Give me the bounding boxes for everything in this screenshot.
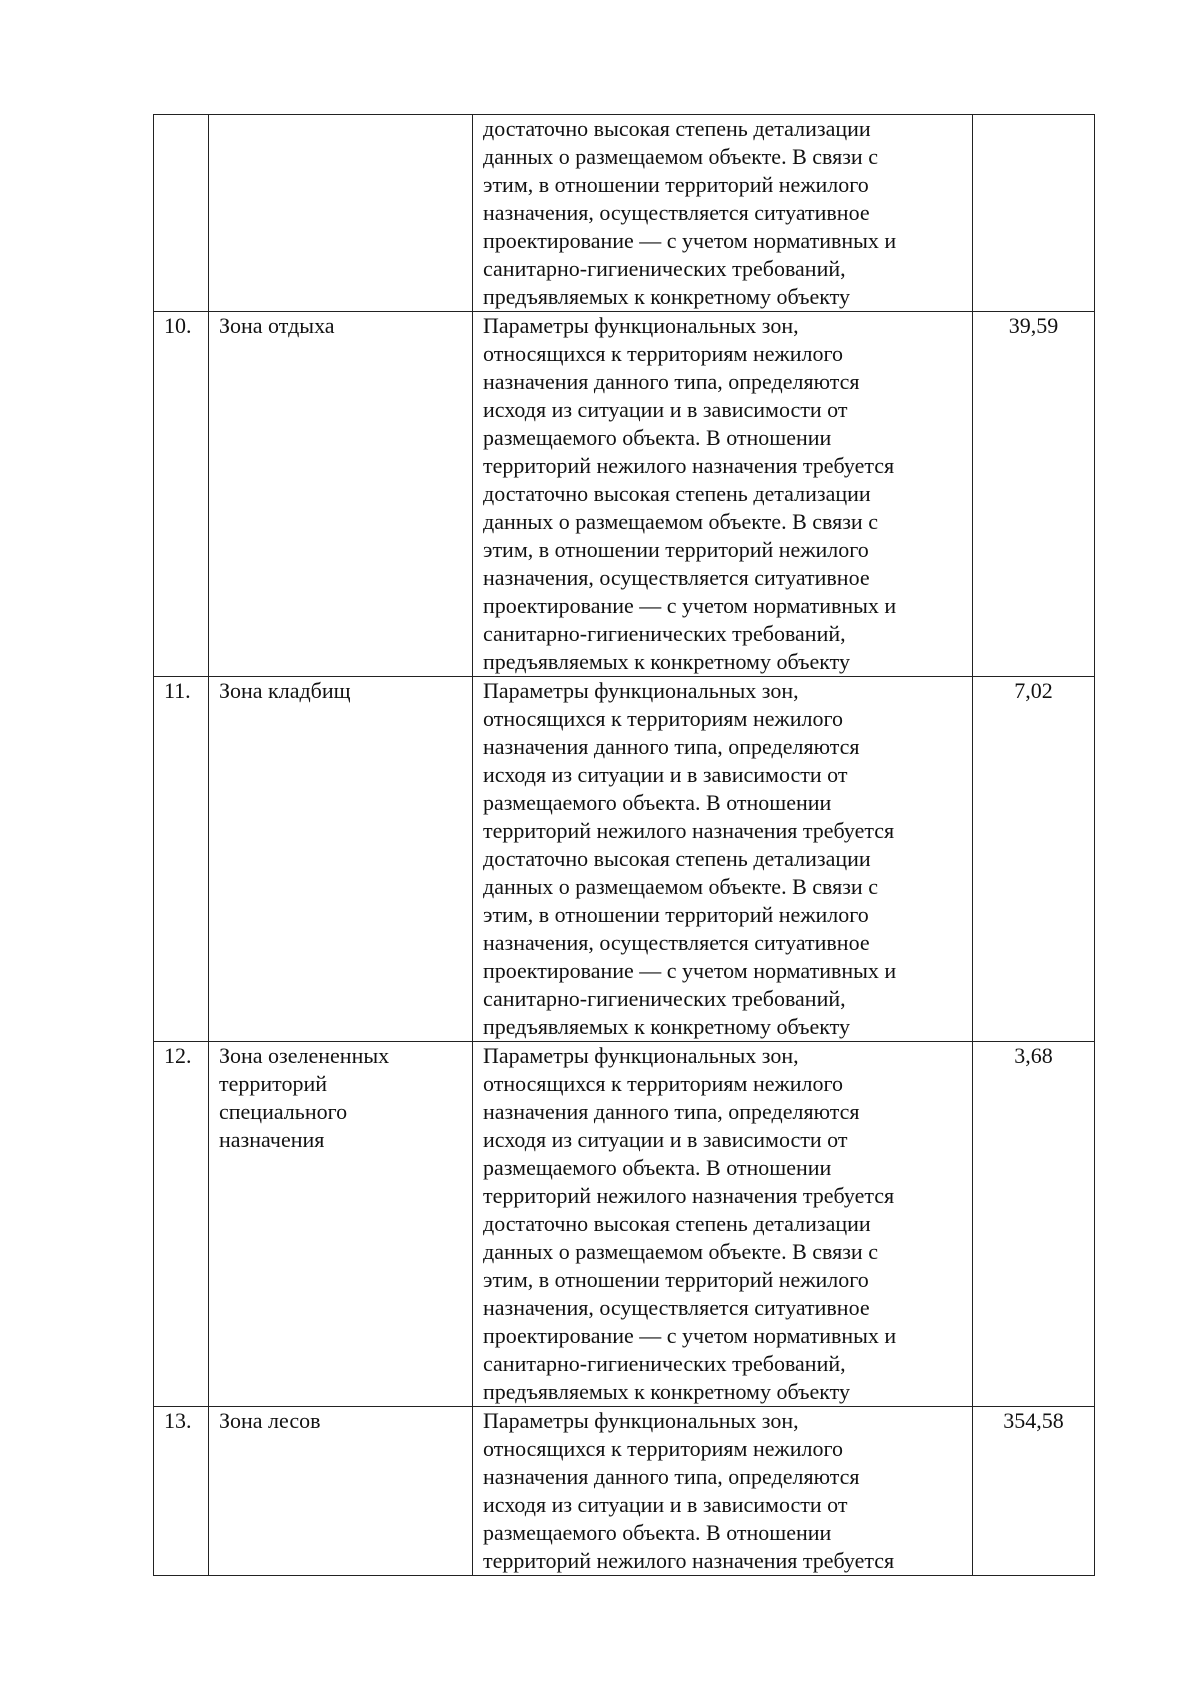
zone-parameters-line: назначения, осуществляется ситуативное: [483, 1295, 870, 1320]
table-row: [154, 677, 1095, 1042]
zone-parameters-line: относящихся к территориям нежилого: [483, 1436, 843, 1461]
zone-parameters-line: предъявляемых к конкретному объекту: [483, 284, 850, 309]
zone-parameters-line: исходя из ситуации и в зависимости от: [483, 762, 848, 787]
zone-name-line: Зона озелененных: [219, 1043, 390, 1068]
zone-parameters-line: исходя из ситуации и в зависимости от: [483, 1127, 848, 1152]
zone-area-cell: 354,58: [973, 1407, 1095, 1576]
row-number-cell: 13.: [154, 1407, 209, 1576]
zone-name-line: территорий: [219, 1071, 328, 1096]
table-row: [154, 312, 1095, 677]
zone-parameters-line: относящихся к территориям нежилого: [483, 341, 843, 366]
zone-parameters-line: исходя из ситуации и в зависимости от: [483, 1492, 848, 1517]
zones-table: [153, 114, 1095, 1576]
zone-parameters-line: территорий нежилого назначения требуется: [483, 1183, 895, 1208]
zone-parameters-line: относящихся к территориям нежилого: [483, 706, 843, 731]
row-number-cell: [154, 115, 209, 312]
zone-parameters-line: санитарно-гигиенических требований,: [483, 986, 846, 1011]
zone-parameters-line: размещаемого объекта. В отношении: [483, 1155, 832, 1180]
zone-name-line: Зона кладбищ: [219, 678, 351, 703]
zone-parameters-line: данных о размещаемом объекте. В связи с: [483, 509, 878, 534]
zone-parameters-line: Параметры функциональных зон,: [483, 1043, 799, 1068]
zone-parameters-line: территорий нежилого назначения требуется: [483, 453, 895, 478]
zone-parameters-line: предъявляемых к конкретному объекту: [483, 1379, 850, 1404]
zone-parameters-line: размещаемого объекта. В отношении: [483, 1520, 832, 1545]
zone-parameters-line: этим, в отношении территорий нежилого: [483, 1267, 869, 1292]
zone-parameters-cell: [473, 1407, 973, 1576]
zone-parameters-line: проектирование — с учетом нормативных и: [483, 593, 897, 618]
zone-name-line: специального: [219, 1099, 348, 1124]
zone-parameters-line: санитарно-гигиенических требований,: [483, 256, 846, 281]
zone-parameters-line: данных о размещаемом объекте. В связи с: [483, 874, 878, 899]
zone-parameters-line: территорий нежилого назначения требуется: [483, 818, 895, 843]
zone-parameters-line: предъявляемых к конкретному объекту: [483, 1014, 850, 1039]
zone-parameters-line: Параметры функциональных зон,: [483, 313, 799, 338]
zone-name-cell: [209, 1042, 473, 1407]
zone-area-cell: [973, 115, 1095, 312]
zone-parameters-line: достаточно высокая степень детализации: [483, 116, 871, 141]
row-number-cell: 11.: [154, 677, 209, 1042]
zone-parameters-line: территорий нежилого назначения требуется: [483, 1548, 895, 1573]
zone-parameters-cell: [473, 115, 973, 312]
zone-name-cell: [209, 115, 473, 312]
zone-parameters-line: размещаемого объекта. В отношении: [483, 790, 832, 815]
zone-parameters-line: достаточно высокая степень детализации: [483, 1211, 871, 1236]
zone-parameters-line: этим, в отношении территорий нежилого: [483, 537, 869, 562]
zone-parameters-line: достаточно высокая степень детализации: [483, 846, 871, 871]
zone-parameters-line: санитарно-гигиенических требований,: [483, 621, 846, 646]
zone-parameters-line: этим, в отношении территорий нежилого: [483, 902, 869, 927]
zone-area-cell: 3,68: [973, 1042, 1095, 1407]
table-row: [154, 115, 1095, 312]
zone-parameters-line: проектирование — с учетом нормативных и: [483, 1323, 897, 1348]
table-row: [154, 1042, 1095, 1407]
zone-parameters-line: назначения данного типа, определяются: [483, 1099, 860, 1124]
zone-name-line: назначения: [219, 1127, 325, 1152]
zone-parameters-line: Параметры функциональных зон,: [483, 1408, 799, 1433]
zone-parameters-line: размещаемого объекта. В отношении: [483, 425, 832, 450]
zone-parameters-line: проектирование — с учетом нормативных и: [483, 958, 897, 983]
zone-parameters-line: данных о размещаемом объекте. В связи с: [483, 1239, 878, 1264]
zone-parameters-line: назначения, осуществляется ситуативное: [483, 200, 870, 225]
zone-parameters-line: назначения данного типа, определяются: [483, 369, 860, 394]
zone-parameters-line: предъявляемых к конкретному объекту: [483, 649, 850, 674]
table-row: [154, 1407, 1095, 1576]
zone-parameters-line: Параметры функциональных зон,: [483, 678, 799, 703]
zone-parameters-line: назначения, осуществляется ситуативное: [483, 565, 870, 590]
zone-area-cell: 39,59: [973, 312, 1095, 677]
zone-parameters-line: назначения данного типа, определяются: [483, 734, 860, 759]
row-number-cell: 10.: [154, 312, 209, 677]
zone-name-cell: [209, 1407, 473, 1576]
zone-parameters-line: относящихся к территориям нежилого: [483, 1071, 843, 1096]
zone-parameters-cell: [473, 677, 973, 1042]
zone-name-line: Зона лесов: [219, 1408, 321, 1433]
row-number-cell: 12.: [154, 1042, 209, 1407]
zone-parameters-line: достаточно высокая степень детализации: [483, 481, 871, 506]
zone-area-cell: 7,02: [973, 677, 1095, 1042]
zone-parameters-line: данных о размещаемом объекте. В связи с: [483, 144, 878, 169]
zone-parameters-line: санитарно-гигиенических требований,: [483, 1351, 846, 1376]
zone-parameters-line: назначения, осуществляется ситуативное: [483, 930, 870, 955]
zone-parameters-cell: [473, 312, 973, 677]
zone-name-cell: [209, 677, 473, 1042]
zone-parameters-cell: [473, 1042, 973, 1407]
zone-parameters-line: назначения данного типа, определяются: [483, 1464, 860, 1489]
zone-parameters-line: проектирование — с учетом нормативных и: [483, 228, 897, 253]
zone-parameters-line: этим, в отношении территорий нежилого: [483, 172, 869, 197]
zone-parameters-line: исходя из ситуации и в зависимости от: [483, 397, 848, 422]
zone-name-line: Зона отдыха: [219, 313, 335, 338]
zones-table-body: [154, 115, 1095, 1576]
zone-name-cell: [209, 312, 473, 677]
